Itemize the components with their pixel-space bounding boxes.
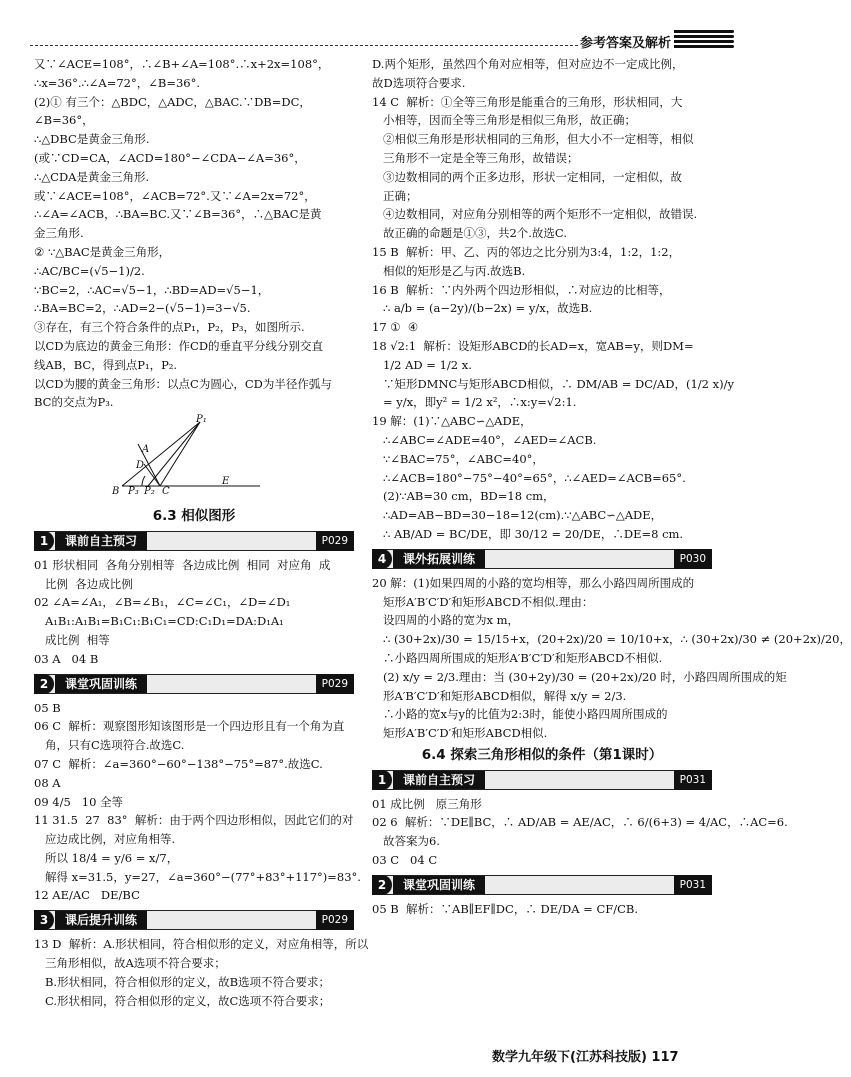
text-line: 01 形状相同 各角分别相等 各边成比例 相同 对应角 成 xyxy=(34,557,331,572)
text-line: ∵BC=2，∴AC=√5−1，∴BD=AD=√5−1， xyxy=(34,282,270,297)
text-line: (2)∵AB=30 cm，BD=18 cm， xyxy=(372,489,555,504)
label-p3: P₃ xyxy=(128,486,139,498)
section-band xyxy=(372,875,712,895)
text-line: ②相似三角形是形状相同的三角形，但大小不一定相等，相似 xyxy=(372,132,694,147)
text-line: ∴ (30+2x)/30 = 15/15+x，(20+2x)/20 = 10/10+x，∴ (30+2x)/30 ≠ (20+2x)/20， xyxy=(372,632,851,647)
text-line: 09 4/5 10 全等 xyxy=(34,794,124,809)
text-line: 故答案为6. xyxy=(372,834,440,849)
page-footer: 数学九年级下(江苏科技版) 117 xyxy=(492,1050,679,1065)
section-title: 6.3 相似图形 xyxy=(152,507,236,524)
text-line: ∴∠ABC=∠ADE=40°，∠AED=∠ACB. xyxy=(372,432,597,447)
line-dc xyxy=(144,464,160,486)
band-number: 4 xyxy=(372,549,392,569)
text-line: B.形状相同，符合相似形的定义，故B选项不符合要求； xyxy=(34,974,331,989)
text-line: 矩形A′B′C′D′和矩形ABCD不相似.理由： xyxy=(372,594,594,609)
answer-block xyxy=(372,55,734,544)
text-line: ∴∠A=∠ACB，∴BA=BC.又∵∠B=36°，∴△BAC是黄 xyxy=(34,207,322,222)
band-label: 课后提升训练 xyxy=(55,911,147,929)
text-line: 12 AE/AC DE/BC xyxy=(34,888,140,903)
left-column xyxy=(34,55,369,1010)
answer-block xyxy=(34,935,369,1010)
section-band xyxy=(34,910,354,930)
text-line: 应边成比例，对应角相等. xyxy=(34,832,176,847)
label-c: C xyxy=(162,486,170,498)
text-line: 05 B xyxy=(34,700,61,715)
text-line: 比例 各边成比例 xyxy=(34,576,133,591)
band-label: 课前自主预习 xyxy=(55,532,147,550)
text-line: 03 A 04 B xyxy=(34,651,99,666)
text-line: 02 6 解析：∵DE∥BC，∴ AD/AB = AE/AC，∴ 6/(6+3) = 4/AC，∴AC=6. xyxy=(372,815,788,830)
text-line: ∵矩形DMNC与矩形ABCD相似，∴ DM/AB = DC/AD，(1/2 x)/y xyxy=(372,376,734,391)
answer-block xyxy=(372,574,851,743)
text-line: ③存在，有三个符合条件的点P₁，P₂，P₃，如图所示. xyxy=(34,320,305,335)
text-line: 解得 x=31.5，y=27，∠a=360°−(77°+83°+117°)=83°. xyxy=(34,869,361,884)
text-line: 06 C 解析：观察图形知该图形是一个四边形且有一个角为直 xyxy=(34,719,345,734)
label-e: E xyxy=(222,476,230,488)
text-line: ∴ AB/AD = BC/DE，即 30/12 = 20/DE，∴DE=8 cm. xyxy=(372,526,684,541)
text-line: 正确； xyxy=(372,188,418,203)
page-header xyxy=(30,30,730,52)
band-page: P029 xyxy=(316,910,354,930)
text-line: 矩形A′B′C′D′和矩形ABCD相似. xyxy=(372,726,548,741)
text-line: 15 B 解析：甲、乙、丙的邻边之比分别为3:4，1:2，1:2， xyxy=(372,244,681,259)
text-line: ∵∠BAC=75°，∠ABC=40°， xyxy=(372,451,544,466)
text-line: 13 D 解析：A.形状相同，符合相似形的定义，对应角相等，所以 xyxy=(34,937,369,952)
text-line: ∴∠ACB=180°−75°−40°=65°，∴∠AED=∠ACB=65°. xyxy=(372,470,686,485)
text-line: ③边数相同的两个正多边形，形状一定相同，一定相似，故 xyxy=(372,169,682,184)
text-line: ∴AD=AB−BD=30−18=12(cm).∵△ABC∽△ADE， xyxy=(372,508,663,523)
text-line: 20 解：(1)如果四周的小路的宽均相等，那么小路四周所围成的 xyxy=(372,575,695,590)
label-b: B xyxy=(112,486,120,498)
band-label: 课外拓展训练 xyxy=(393,550,485,568)
band-number: 3 xyxy=(34,910,54,930)
text-line: 或∵∠ACE=108°，∠ACB=72°.又∵∠A=2x=72°， xyxy=(34,188,316,203)
label-a: A xyxy=(142,444,150,456)
text-line: 17 ① ④ xyxy=(372,320,419,335)
band-page: P029 xyxy=(316,674,354,694)
label-p1: P₁ xyxy=(196,414,207,426)
text-line: (2)① 有三个：△BDC，△ADC，△BAC.∵DB=DC， xyxy=(34,94,311,109)
text-line: ② ∵△BAC是黄金三角形， xyxy=(34,244,171,259)
text-line: 02 ∠A=∠A₁，∠B=∠B₁，∠C=∠C₁，∠D=∠D₁ xyxy=(34,595,291,610)
text-line: 三角形相似，故A选项不符合要求； xyxy=(34,956,226,971)
section-band xyxy=(34,674,354,694)
text-line: 小相等，因而全等三角形是相似三角形，故正确； xyxy=(372,113,636,128)
text-line: = y/x，即y² = 1/2 x²，∴x:y=√2:1. xyxy=(372,395,577,410)
band-label: 课前自主预习 xyxy=(393,771,485,789)
text-line: 金三角形. xyxy=(34,226,84,241)
text-line: 07 C 解析：∠a=360°−60°−138°−75°=87°.故选C. xyxy=(34,756,323,771)
section-band xyxy=(372,770,712,790)
line-bp1 xyxy=(122,422,200,486)
geometry-figure xyxy=(110,414,280,496)
text-line: 设四周的小路的宽为x m， xyxy=(372,613,520,628)
text-line: 08 A xyxy=(34,775,61,790)
text-line: D.两个矩形，虽然四个角对应相等，但对应边不一定成比例， xyxy=(372,57,684,71)
text-line: 形A′B′C′D′和矩形ABCD相似，解得 x/y = 2/3. xyxy=(372,688,627,703)
answer-block xyxy=(372,795,788,870)
section-title: 6.4 探索三角形相似的条件（第1课时） xyxy=(421,746,663,763)
answer-block xyxy=(34,556,354,669)
text-line: C.形状相同，符合相似形的定义，故C选项不符合要求； xyxy=(34,993,331,1008)
text-line: 14 C 解析：①全等三角形是能重合的三角形，形状相同，大 xyxy=(372,94,683,109)
text-line: ④边数相同，对应角分别相等的两个矩形不一定相似，故错误. xyxy=(372,207,698,222)
band-page: P029 xyxy=(316,531,354,551)
band-page: P031 xyxy=(674,875,712,895)
answer-block xyxy=(34,699,361,906)
right-column xyxy=(372,55,851,919)
text-line: ∴小路四周所围成的矩形A′B′C′D′和矩形ABCD不相似. xyxy=(372,650,663,665)
text-line: 所以 18/4 = y/6 = x/7， xyxy=(34,850,179,865)
band-page: P030 xyxy=(674,549,712,569)
header-dashed-rule xyxy=(30,45,578,46)
section-band xyxy=(34,531,354,551)
text-line: 又∵∠ACE=108°，∴∠B+∠A=108°.∴x+2x=108°， xyxy=(34,57,330,71)
text-line: 03 C 04 C xyxy=(372,853,438,868)
text-line: 以CD为底边的黄金三角形：作CD的垂直平分线分别交直 xyxy=(34,338,324,353)
text-line: 线AB，BC，得到点P₁，P₂. xyxy=(34,357,178,372)
band-label: 课堂巩固训练 xyxy=(393,876,485,894)
text-line: ∠B=36°， xyxy=(34,113,94,128)
text-line: ∴△CDA是黄金三角形. xyxy=(34,169,150,184)
band-number: 2 xyxy=(34,674,54,694)
label-p2: P₂ xyxy=(144,486,155,498)
text-line: BC的交点为P₃. xyxy=(34,395,114,410)
text-line: 16 B 解析：∵内外两个四边形相似，∴对应边的比相等， xyxy=(372,282,671,297)
answer-block xyxy=(372,900,712,919)
text-line: 01 成比例 原三角形 xyxy=(372,796,482,811)
text-line: A₁B₁:A₁B₁=B₁C₁:B₁C₁=CD:C₁D₁=DA:D₁A₁ xyxy=(34,614,284,629)
line-p1p2 xyxy=(148,422,200,486)
text-line: ∴小路的宽x与y的比值为2:3时，能使小路四周所围成的 xyxy=(372,707,668,722)
section-band xyxy=(372,549,712,569)
text-line: 18 √2:1 解析：设矩形ABCD的长AD=x，宽AB=y，则DM= xyxy=(372,338,694,353)
text-line: ∴△DBC是黄金三角形. xyxy=(34,132,150,147)
text-line: 1/2 AD = 1/2 x. xyxy=(372,357,472,372)
text-line: 11 31.5 27 83° 解析：由于两个四边形相似，因此它们的对 xyxy=(34,813,354,828)
answer-block-continued xyxy=(34,55,354,412)
text-line: 角，只有C选项符合.故选C. xyxy=(34,738,185,753)
text-line: ∴AC/BC=(√5−1)/2. xyxy=(34,263,145,278)
line-p1c xyxy=(160,422,200,486)
text-line: 成比例 相等 xyxy=(34,632,110,647)
arc-p3 xyxy=(142,476,145,486)
text-line: 相似的矩形是乙与丙.故选B. xyxy=(372,263,526,278)
text-line: ∴x=36°.∴∠A=72°，∠B=36°. xyxy=(34,75,201,90)
text-line: 三角形不一定是全等三角形，故错误； xyxy=(372,150,579,165)
header-title: 参考答案及解析 xyxy=(580,36,672,51)
band-number: 1 xyxy=(34,531,54,551)
text-line: 故D选项符合要求. xyxy=(372,75,466,90)
text-line: ∴BA=BC=2，∴AD=2−(√5−1)=3−√5. xyxy=(34,301,251,316)
text-line: (2) x/y = 2/3.理由：当 (30+2y)/30 = (20+2x)/20 时，小路四周所围成的矩 xyxy=(372,669,787,684)
band-label: 课堂巩固训练 xyxy=(55,675,147,693)
text-line: 故正确的命题是①③，共2个.故选C. xyxy=(372,226,567,241)
text-line: 19 解：(1)∵△ABC∽△ADE， xyxy=(372,414,532,429)
text-line: (或∵CD=CA，∠ACD=180°−∠CDA−∠A=36°， xyxy=(34,150,306,165)
text-line: 05 B 解析：∵AB∥EF∥DC，∴ DE/DA = CF/CB. xyxy=(372,901,638,916)
band-number: 1 xyxy=(372,770,392,790)
text-line: 以CD为腰的黄金三角形：以点C为圆心，CD为半径作弧与 xyxy=(34,376,332,391)
header-stripes-icon xyxy=(674,30,734,50)
band-number: 2 xyxy=(372,875,392,895)
band-page: P031 xyxy=(674,770,712,790)
text-line: ∴ a/b = (a−2y)/(b−2x) = y/x，故选B. xyxy=(372,301,593,316)
label-d: D xyxy=(136,460,145,472)
